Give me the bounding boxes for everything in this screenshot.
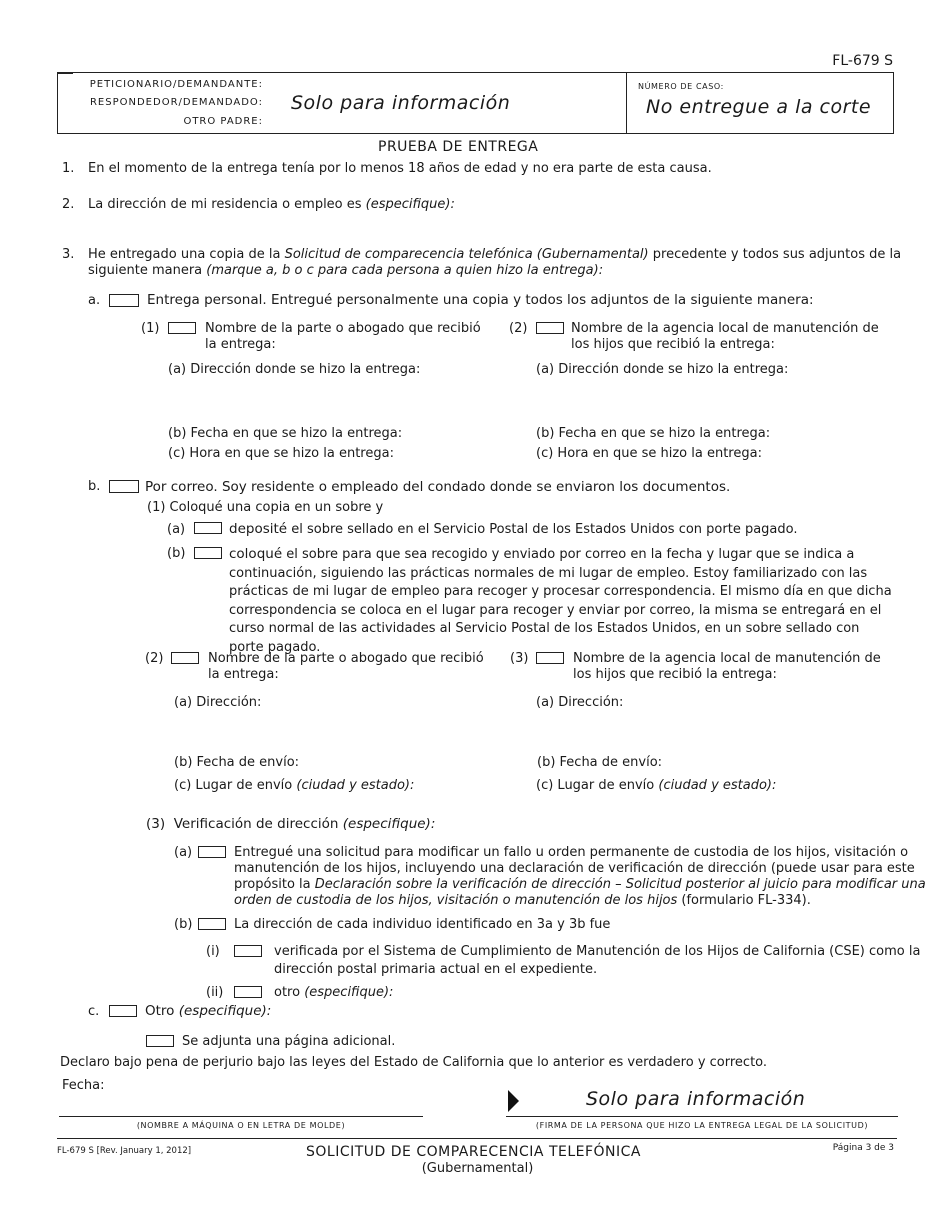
a-party-address[interactable]: (a) Dirección donde se hizo la entrega:: [168, 362, 421, 377]
b-agency-date[interactable]: (b) Fecha de envío:: [537, 755, 663, 770]
ver-i-number: (i): [206, 944, 220, 959]
a-party-time[interactable]: (c) Hora en que se hizo la entrega:: [168, 446, 394, 461]
b-letter: b.: [88, 479, 101, 494]
b-agency-checkbox[interactable]: [536, 652, 564, 664]
personal-service-checkbox[interactable]: [109, 294, 139, 307]
b-party-number: (2): [145, 651, 164, 666]
signature-value[interactable]: Solo para información: [586, 1088, 806, 1110]
a-party-label: Nombre de la parte o abogado que recibió la entrega:: [205, 321, 481, 352]
sign-here-arrow-icon: [508, 1090, 519, 1112]
ver-i-line1: verificada por el Sistema de Cumplimiento de Manutención de los Hijos de California (CSE) como la: [274, 944, 921, 959]
ver-a-line1: Entregué una solicitud para modificar un fallo u orden permanente de custodia de los hijos, visitación o: [234, 845, 909, 860]
a-party-date[interactable]: (b) Fecha en que se hizo la entrega:: [168, 426, 403, 441]
placed-checkbox[interactable]: [194, 547, 222, 559]
b-text: Por correo. Soy residente o empleado del condado donde se enviaron los documentos.: [145, 479, 731, 495]
item-2-number: 2.: [62, 197, 75, 212]
case-number-label: NÚMERO DE CASO:: [638, 82, 724, 91]
c-letter: c.: [88, 1004, 100, 1019]
a-agency-date[interactable]: (b) Fecha en que se hizo la entrega:: [536, 426, 771, 441]
item-3-line2: siguiente manera (marque a, b o c para cada persona a quien hizo la entrega):: [88, 263, 604, 278]
form-number: FL-679 S: [832, 53, 893, 69]
ver-ii-number: (ii): [206, 985, 224, 1000]
b-opt-b-letter: (b): [167, 546, 186, 561]
item-3-line1: He entregado una copia de la Solicitud de comparecencia telefónica (Gubernamental) precedente y todos sus adjuntos de la: [88, 247, 902, 262]
case-name[interactable]: Solo para información: [291, 92, 511, 114]
petitioner-label: PETICIONARIO/DEMANDANTE:: [89, 79, 263, 90]
b-party-label: Nombre de la parte o abogado que recibió la entrega:: [208, 651, 484, 682]
verification-b-checkbox[interactable]: [198, 918, 226, 930]
footer-subtitle: (Gubernamental): [421, 1161, 534, 1176]
signature-line[interactable]: [506, 1116, 898, 1117]
b-party-checkbox[interactable]: [171, 652, 199, 664]
page-number: Página 3 de 3: [832, 1143, 894, 1153]
a-agency-label: Nombre de la agencia local de manutención de los hijos que recibió la entrega:: [571, 321, 879, 352]
revision-date: FL-679 S [Rev. January 1, 2012]: [57, 1146, 192, 1156]
b-agency-label: Nombre de la agencia local de manutención de los hijos que recibió la entrega:: [573, 651, 881, 682]
a-agency-time[interactable]: (c) Hora en que se hizo la entrega:: [536, 446, 762, 461]
a-agency-checkbox[interactable]: [536, 322, 564, 334]
section-title: PRUEBA DE ENTREGA: [378, 139, 539, 155]
item-1-number: 1.: [62, 161, 75, 176]
ver-a-line3: propósito la Declaración sobre la verificación de dirección – Solicitud posterior al juicio para modificar una: [234, 877, 926, 892]
ver-a-letter: (a): [174, 845, 193, 860]
b-agency-place: (c) Lugar de envío (ciudad y estado):: [536, 778, 777, 793]
ver-ii-text: otro (especifique):: [274, 985, 394, 1000]
other-checkbox[interactable]: [109, 1005, 137, 1017]
deposited-checkbox[interactable]: [194, 522, 222, 534]
mail-service-checkbox[interactable]: [109, 480, 139, 493]
ver-a-line2: manutención de los hijos, incluyendo una declaración de verificación de dirección (puede usar para este: [234, 861, 915, 876]
b-party-address[interactable]: (a) Dirección:: [174, 695, 262, 710]
footer-rule: [57, 1138, 897, 1139]
b-opt-a-letter: (a): [167, 522, 186, 537]
additional-page-label: Se adjunta una página adicional.: [182, 1034, 396, 1049]
b-party-date[interactable]: (b) Fecha de envío:: [174, 755, 300, 770]
cse-verified-checkbox[interactable]: [234, 945, 262, 957]
name-line[interactable]: [59, 1116, 423, 1117]
signature-caption: (FIRMA DE LA PERSONA QUE HIZO LA ENTREGA LEGAL DE LA SOLICITUD): [535, 1121, 869, 1130]
a-agency-address[interactable]: (a) Dirección donde se hizo la entrega:: [536, 362, 789, 377]
a-party-number: (1): [141, 321, 160, 336]
ver-b-text: La dirección de cada individuo identificado en 3a y 3b fue: [234, 917, 611, 932]
a-party-checkbox[interactable]: [168, 322, 196, 334]
ver-b-letter: (b): [174, 917, 193, 932]
footer-title: SOLICITUD DE COMPARECENCIA TELEFÓNICA: [306, 1144, 642, 1160]
b-agency-address[interactable]: (a) Dirección:: [536, 695, 624, 710]
verification-a-checkbox[interactable]: [198, 846, 226, 858]
a-letter: a.: [88, 293, 101, 308]
declaration: Declaro bajo pena de perjurio bajo las leyes del Estado de California que lo anterior es verdadero y correcto.: [60, 1055, 768, 1070]
ver-i-line2: dirección postal primaria actual en el expediente.: [274, 962, 598, 977]
b-agency-number: (3): [510, 651, 529, 666]
date-label[interactable]: Fecha:: [62, 1078, 105, 1093]
b-party-place: (c) Lugar de envío (ciudad y estado):: [174, 778, 415, 793]
verification-heading: (3) Verificación de dirección (especifique):: [146, 816, 436, 832]
ver-a-line4: orden de custodia de los hijos, visitación o manutención de los hijos (formulario FL-334).: [234, 893, 811, 908]
c-text: Otro (especifique):: [145, 1003, 272, 1019]
item-1-text: En el momento de la entrega tenía por lo menos 18 años de edad y no era parte de esta causa.: [88, 161, 712, 176]
b-sub-1: (1) Coloqué una copia en un sobre y: [147, 500, 384, 515]
item-2-text: La dirección de mi residencia o empleo es (especifique):: [88, 197, 455, 212]
additional-page-checkbox[interactable]: [146, 1035, 174, 1047]
case-number-value[interactable]: No entregue a la corte: [646, 96, 872, 118]
a-text: Entrega personal. Entregué personalmente una copia y todos los adjuntos de la siguiente manera:: [147, 292, 814, 308]
b-opt-b-text: coloqué el sobre para que sea recogido y enviado por correo en la fecha y lugar que se indica a continuación, siguiendo las prácticas normales de mi lugar de empleo. Estoy familiarizado con las prácticas de mi lugar de empleo para recoger y procesar correspondencia. El mismo día en que dicha correspondencia se coloca en el lugar para recoger y enviar por correo, la misma se entregará en el curso normal de las actividades al Servicio Postal de los Estados Unidos, en un sobre sellado con porte pagado.: [229, 546, 892, 655]
a-agency-number: (2): [509, 321, 528, 336]
name-caption: (NOMBRE A MÁQUINA O EN LETRA DE MOLDE): [136, 1121, 346, 1130]
other-parent-label: OTRO PADRE:: [183, 116, 263, 127]
other-verification-checkbox[interactable]: [234, 986, 262, 998]
item-3-number: 3.: [62, 247, 75, 262]
b-opt-a-text: deposité el sobre sellado en el Servicio Postal de los Estados Unidos con porte pagado.: [229, 521, 798, 537]
respondent-label: RESPONDEDOR/DEMANDADO:: [89, 97, 263, 108]
